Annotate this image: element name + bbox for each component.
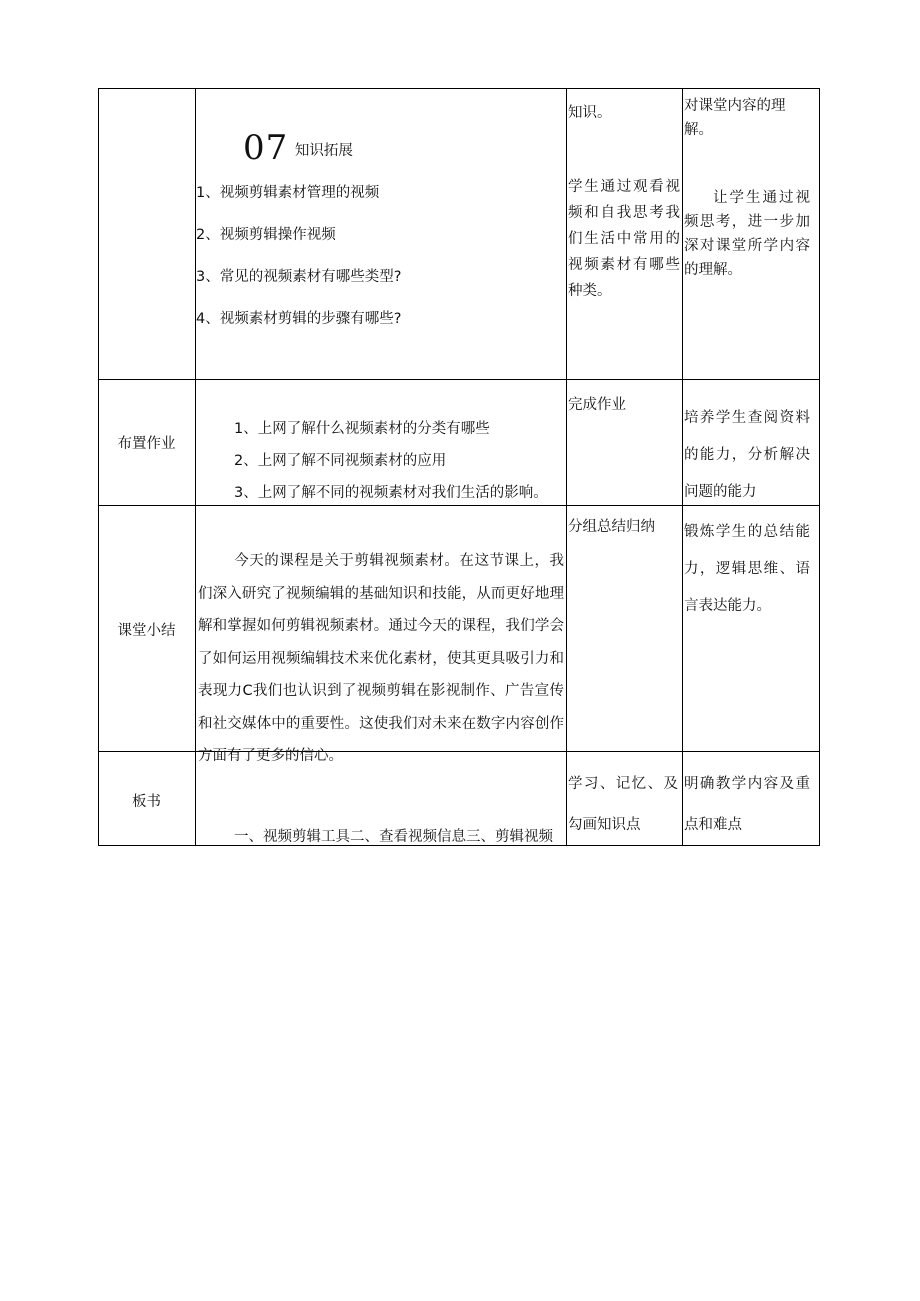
- section-number: 07: [243, 128, 289, 168]
- design-intent-text: 锻炼学生的总结能力，逻辑思维、语言表达能力。: [684, 524, 810, 614]
- row-label-summary: 课堂小结: [117, 623, 176, 639]
- homework-item: 1、上网了解什么视频素材的分类有哪些: [234, 421, 490, 437]
- homework-item: 3、上网了解不同的视频素材对我们生活的影响。: [234, 485, 548, 501]
- row-label-board: 板书: [132, 794, 161, 810]
- design-intent-text: 培养学生查阅资料的能力，分析解决问题的能力: [684, 410, 810, 500]
- summary-paragraph: 今天的课程是关于剪辑视频素材。在这节课上，我们深入研究了视频编辑的基础知识和技能，从而更好地理解和掌握如何剪辑视频素材。通过今天的课程，我们学会了如何运用视频编辑技术来优化素材，使其更具吸引力和表现力C我们也认识到了视频剪辑在影视制作、广告宣传和社交媒体中的重要性。这使我们对未来在数字内容创作方面有了更多的信心。: [198, 553, 564, 764]
- design-intent-text: 明确教学内容及重点和难点: [684, 776, 810, 833]
- student-activity-text: 学生通过观看视频和自我思考我们生活中常用的视频素材有哪些种类。: [568, 179, 680, 299]
- extension-item: 3、常见的视频素材有哪些类型?: [196, 269, 402, 285]
- design-intent-text: 对课堂内容的理解。: [684, 98, 786, 138]
- section-heading: [243, 128, 353, 168]
- student-activity-text: 知识。: [568, 105, 612, 121]
- column-divider: [682, 88, 683, 846]
- extension-item: 1、视频剪辑素材管理的视频: [196, 185, 380, 201]
- homework-item: 2、上网了解不同视频素材的应用: [234, 453, 447, 469]
- row-divider: [98, 379, 820, 380]
- board-content: 一、视频剪辑工具二、查看视频信息三、剪辑视频: [234, 829, 553, 845]
- student-activity-text: 学习、记忆、及勾画知识点: [568, 776, 678, 833]
- extension-item: 4、视频素材剪辑的步骤有哪些?: [196, 311, 402, 327]
- row-label-homework: 布置作业: [117, 436, 176, 452]
- student-activity-text: 完成作业: [568, 397, 626, 413]
- student-activity-text: 分组总结归纳: [568, 519, 655, 535]
- design-intent-text: 让学生通过视频思考，进一步加深对课堂所学内容的理解。: [684, 190, 810, 278]
- extension-item: 2、视频剪辑操作视频: [196, 227, 336, 243]
- column-divider: [566, 88, 567, 846]
- section-title: 知识拓展: [294, 143, 353, 159]
